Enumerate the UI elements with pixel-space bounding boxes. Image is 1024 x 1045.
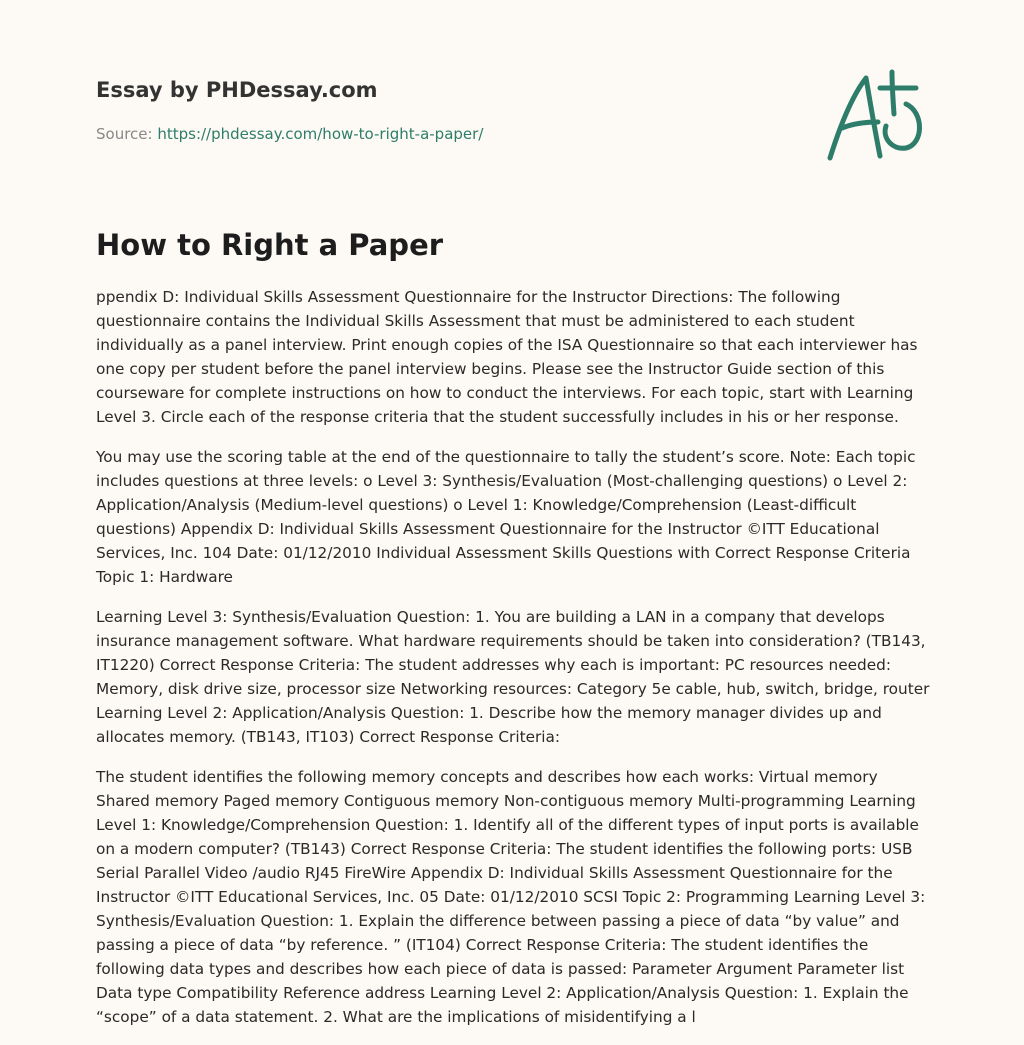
a-plus-grade-icon [820, 66, 930, 166]
source-label: Source: [96, 125, 158, 143]
paragraph: You may use the scoring table at the end of the questionnaire to tally the student’s score. Note: Each topic includes questions at three levels: o Level 3: Synthesis/Evaluation (Most-challenging questions) o Level 2: Application/Analysis (Medium-level questions) o Level 1: Knowledge/Comprehension (Least-difficult questions) Appendix D: Individual Skills Assessment Questionnaire for the Instructor ©ITT Educational Services, Inc. 104 Date: 01/12/2010 Individual Assessment Skills Questions with Correct Response Criteria Topic 1: Hardware [96, 448, 916, 586]
essay-header [96, 76, 796, 144]
site-brand: Essay by PHDessay.com [96, 78, 378, 102]
source-link[interactable]: https://phdessay.com/how-to-right-a-paper/ [157, 125, 484, 143]
paragraph: Learning Level 3: Synthesis/Evaluation Question: 1. You are building a LAN in a company that develops insurance management software. What hardware requirements should be taken into consideration? (TB143, IT1220) Correct Response Criteria: The student addresses why each is important: PC resources needed: Memory, disk drive size, processor size Networking resources: Category 5e cable, hub, switch, bridge, router Learning Level 2: Application/Analysis Question: 1. Describe how the memory manager divides up and allocates memory. (TB143, IT103) Correct Response Criteria: [96, 608, 930, 746]
source-line [96, 124, 796, 144]
paragraph: ppendix D: Individual Skills Assessment Questionnaire for the Instructor Directions: The following questionnaire contains the Individual Skills Assessment that must be administered to each student individually as a panel interview. Print enough copies of the ISA Questionnaire so that each interviewer has one copy per student before the panel interview begins. Please see the Instructor Guide section of this courseware for complete instructions on how to conduct the interviews. For each topic, start with Learning Level 3. Circle each of the response criteria that the student successfully includes in his or her response. [96, 288, 918, 426]
paragraph: The student identifies the following memory concepts and describes how each works: Virtual memory Shared memory Paged memory Contiguous memory Non-contiguous memory Multi-programming Learning Level 1: Knowledge/Comprehension Question: 1. Identify all of the different types of input ports is available on a modern computer? (TB143) Correct Response Criteria: The student identifies the following ports: USB Serial Parallel Video /audio RJ45 FireWire Appendix D: Individual Skills Assessment Questionnaire for the Instructor ©ITT Educational Services, Inc. 05 Date: 01/12/2010 SCSI Topic 2: Programming Learning Level 3: Synthesis/Evaluation Question: 1. Explain the difference between passing a piece of data “by value” and passing a piece of data “by reference. ” (IT104) Correct Response Criteria: The student identifies the following data types and describes how each piece of data is passed: Parameter Argument Parameter list Data type Compatibility Reference address Learning Level 2: Application/Analysis Question: 1. Explain the “scope” of a data statement. 2. What are the implications of misidentifying a l [96, 768, 926, 1026]
page-title: How to Right a Paper [96, 228, 444, 262]
essay-body [96, 285, 934, 1045]
